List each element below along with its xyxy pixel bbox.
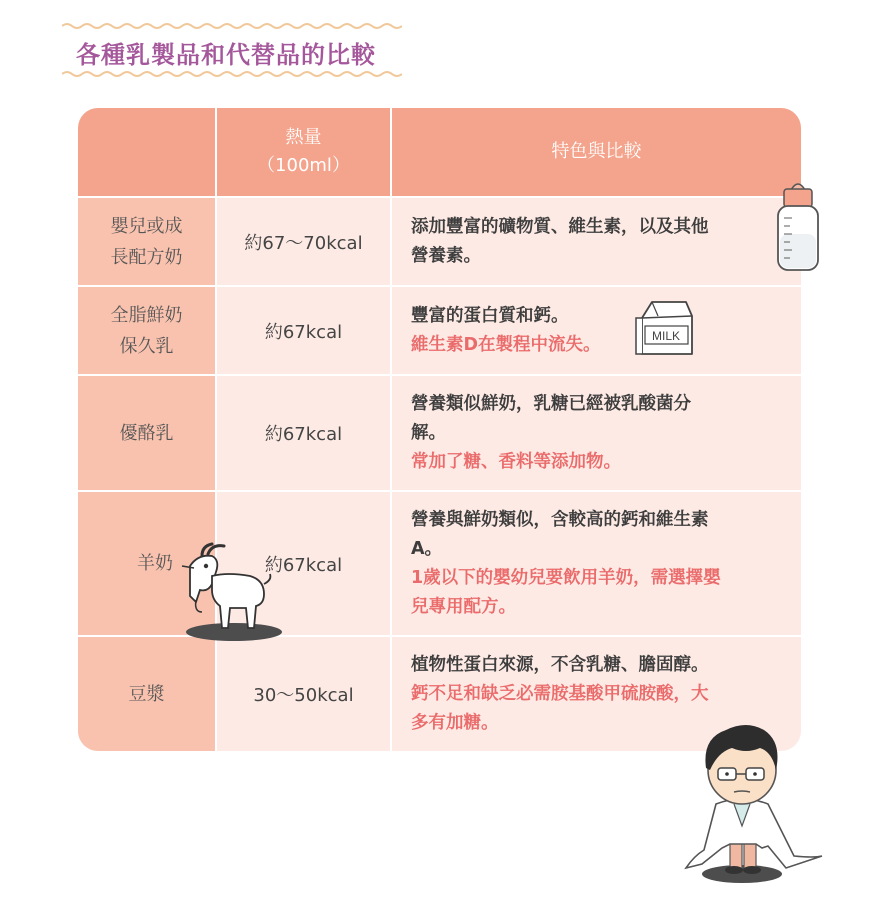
name-line: 豆漿 (128, 683, 165, 705)
feature-line-highlight: 多有加糖。 (411, 712, 499, 733)
feature-line-highlight: 鈣不足和缺乏必需胺基酸甲硫胺酸，大 (411, 683, 709, 704)
calories-header-label: 熱量 (285, 127, 322, 148)
milk-carton-icon (634, 296, 696, 360)
feature-line: 營養類似鮮奶，乳糖已經被乳酸菌分 (411, 393, 691, 414)
milk-carton-label: MILK (651, 329, 681, 343)
table-row-features (411, 287, 771, 374)
table-row-calories: 約67kcal (264, 424, 343, 445)
feature-line: 營養素。 (411, 245, 481, 266)
features-header-label: 特色與比較 (551, 141, 642, 162)
feature-line-highlight: 維生素D在製程中流失。 (411, 334, 601, 355)
baby-bottle-icon (772, 176, 824, 274)
features-header (392, 108, 801, 196)
feature-line-highlight: 1歲以下的嬰幼兒要飲用羊奶，需選擇嬰 (411, 567, 721, 588)
name-line: 優酪乳 (119, 422, 174, 444)
table-row-calories: 30～50kcal (253, 685, 354, 706)
comparison-table (78, 108, 801, 751)
feature-line: 添加豐富的礦物質、維生素，以及其他 (411, 216, 709, 237)
title-banner (62, 18, 402, 82)
feature-line: 植物性蛋白來源，不含乳糖、膽固醇。 (411, 654, 709, 675)
table-row-name (78, 287, 215, 374)
name-line: 羊奶 (137, 553, 173, 574)
calories-header (217, 108, 390, 196)
name-line: 嬰兒或成 (110, 215, 183, 237)
feature-line: 解。 (411, 422, 446, 443)
wavy-line-icon (62, 70, 402, 78)
doctor-icon (676, 718, 826, 886)
goat-icon (168, 540, 284, 646)
table-row-calories: 約67kcal (264, 321, 343, 343)
name-line: 保久乳 (119, 335, 174, 357)
column-divider (390, 108, 392, 751)
table-row-calories: 約67～70kcal (244, 232, 363, 254)
table-row-name (78, 376, 215, 490)
feature-line-highlight: 常加了糖、香料等添加物。 (411, 451, 621, 472)
feature-line-highlight: 兒專用配方。 (411, 596, 516, 617)
wavy-line-icon (62, 22, 402, 30)
table-row-name (78, 637, 215, 751)
feature-line: 豐富的蛋白質和鈣。 (411, 305, 569, 326)
page-title: 各種乳製品和代替品的比較 (76, 41, 376, 69)
table-row-features (411, 376, 771, 490)
calories-header-unit: （100ml） (257, 155, 350, 176)
table-row-features (411, 492, 771, 635)
table-row-name (78, 198, 215, 285)
table-row-calories: 約67kcal (264, 554, 343, 576)
name-line: 長配方奶 (110, 246, 183, 268)
name-line: 全脂鮮奶 (110, 304, 183, 326)
feature-line: 營養與鮮奶類似，含較高的鈣和維生素 (411, 509, 709, 530)
feature-line: A。 (411, 538, 443, 559)
table-row-features (411, 198, 771, 285)
